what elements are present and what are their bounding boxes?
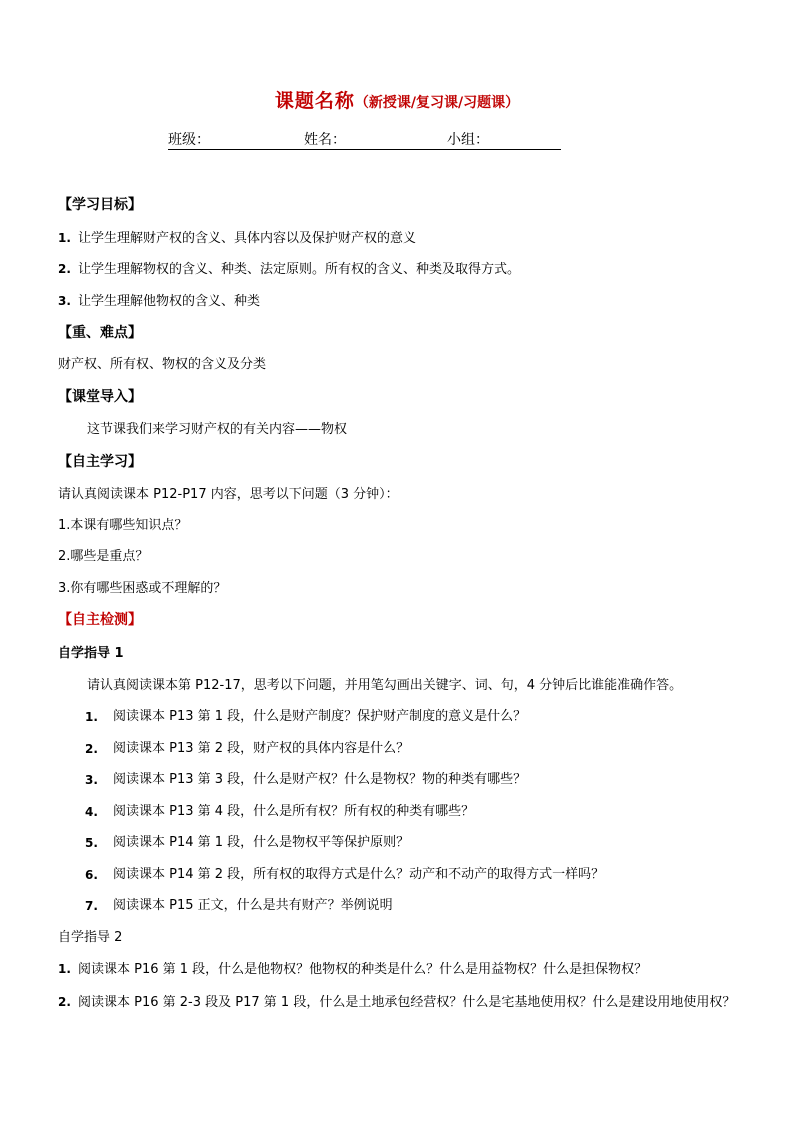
self-study-heading: 【自主学习】	[58, 454, 142, 470]
group-label: 小组：	[447, 132, 489, 148]
objective-text: 让学生理解他物权的含义、种类	[78, 294, 261, 309]
question-text: 阅读课本 P16 第 2-3 段及 P17 第 1 段，什么是土地承包经营权？什么是宅基地使用权？什么是建设用地使用权？	[78, 995, 736, 1010]
self-check-heading: 【自主检测】	[58, 612, 142, 628]
question-num: 6.	[85, 868, 98, 882]
guide1-title: 自学指导 1	[58, 646, 124, 661]
objectives-heading: 【学习目标】	[58, 197, 142, 213]
objective-item	[58, 260, 520, 279]
guide1-prompt: 请认真阅读课本第 P12-17，思考以下问题，并用笔勾画出关键字、词、句，4 分钟后比谁能准确作答。	[87, 678, 683, 693]
objective-item	[58, 229, 416, 248]
intro-heading: 【课堂导入】	[58, 389, 142, 405]
guide2-title: 自学指导 2	[58, 930, 123, 945]
question-text: 阅读课本 P13 第 2 段，财产权的具体内容是什么？	[113, 741, 410, 756]
student-info-line	[168, 131, 561, 150]
guide2-question	[58, 960, 647, 979]
question-num: 2.	[85, 742, 98, 756]
self-study-item: 2.哪些是重点？	[58, 549, 149, 564]
question-num: 3.	[85, 773, 98, 787]
question-text: 阅读课本 P14 第 1 段，什么是物权平等保护原则？	[113, 835, 410, 850]
self-study-prompt: 请认真阅读课本 P12-P17 内容，思考以下问题（3 分钟）：	[58, 487, 399, 502]
question-num: 2.	[58, 995, 71, 1009]
objective-num: 1.	[58, 231, 71, 245]
question-text: 阅读课本 P13 第 1 段，什么是财产制度？保护财产制度的意义是什么？	[113, 709, 527, 724]
intro-text: 这节课我们来学习财产权的有关内容——物权	[87, 422, 348, 437]
title-lesson-type: （新授课/复习课/习题课）	[354, 95, 520, 111]
title-main: 课题名称	[274, 90, 355, 112]
page-title	[0, 86, 794, 113]
question-text: 阅读课本 P15 正文，什么是共有财产？举例说明	[113, 898, 393, 913]
question-num: 5.	[85, 836, 98, 850]
question-text: 阅读课本 P13 第 4 段，什么是所有权？所有权的种类有哪些？	[113, 804, 475, 819]
objective-item	[58, 292, 260, 311]
key-points-text: 财产权、所有权、物权的含义及分类	[58, 357, 267, 372]
key-points-heading: 【重、难点】	[58, 325, 142, 341]
question-num: 4.	[85, 805, 98, 819]
objective-text: 让学生理解物权的含义、种类、法定原则。所有权的含义、种类及取得方式。	[78, 262, 521, 277]
self-study-item: 3.你有哪些困惑或不理解的？	[58, 581, 227, 596]
question-num: 1.	[58, 962, 71, 976]
question-text: 阅读课本 P14 第 2 段，所有权的取得方式是什么？动产和不动产的取得方式一样吗？	[113, 867, 605, 882]
question-text: 阅读课本 P16 第 1 段，什么是他物权？他物权的种类是什么？什么是用益物权？什么是担保物权？	[78, 962, 648, 977]
guide2-question	[58, 992, 740, 1013]
self-study-item: 1.本课有哪些知识点？	[58, 518, 188, 533]
question-num: 1.	[85, 710, 98, 724]
objective-num: 3.	[58, 294, 71, 308]
class-label: 班级：	[168, 132, 210, 148]
question-num: 7.	[85, 899, 98, 913]
objective-num: 2.	[58, 262, 71, 276]
name-label: 姓名：	[304, 132, 346, 148]
question-text: 阅读课本 P13 第 3 段，什么是财产权？什么是物权？物的种类有哪些？	[113, 772, 527, 787]
objective-text: 让学生理解财产权的含义、具体内容以及保护财产权的意义	[78, 231, 417, 246]
